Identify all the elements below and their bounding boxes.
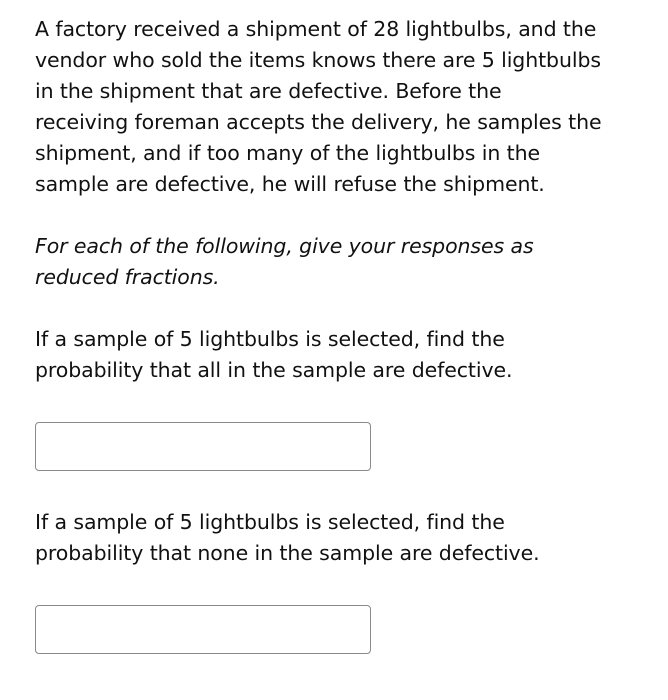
problem-statement-line: in the shipment that are defective. Before the — [35, 79, 502, 103]
question-line: If a sample of 5 lightbulbs is selected, find the — [35, 510, 505, 534]
answer-input-none-defective[interactable] — [35, 605, 371, 654]
problem-statement-line: shipment, and if too many of the lightbulbs in the — [35, 141, 540, 165]
problem-statement-line: sample are defective, he will refuse the shipment. — [35, 172, 545, 196]
answer-input-all-defective[interactable] — [35, 422, 371, 471]
question-all-defective — [35, 324, 645, 386]
problem-content — [35, 14, 645, 654]
problem-statement — [35, 14, 645, 200]
question-line: probability that none in the sample are defective. — [35, 541, 540, 565]
question-line: If a sample of 5 lightbulbs is selected, find the — [35, 327, 505, 351]
instructions-line: reduced fractions. — [35, 265, 220, 289]
answer-instructions — [35, 231, 645, 293]
question-line: probability that all in the sample are defective. — [35, 358, 513, 382]
problem-statement-line: receiving foreman accepts the delivery, he samples the — [35, 110, 602, 134]
instructions-line: For each of the following, give your responses as — [35, 234, 534, 258]
question-none-defective — [35, 507, 645, 569]
problem-statement-line: A factory received a shipment of 28 lightbulbs, and the — [35, 17, 597, 41]
problem-statement-line: vendor who sold the items knows there are 5 lightbulbs — [35, 48, 601, 72]
